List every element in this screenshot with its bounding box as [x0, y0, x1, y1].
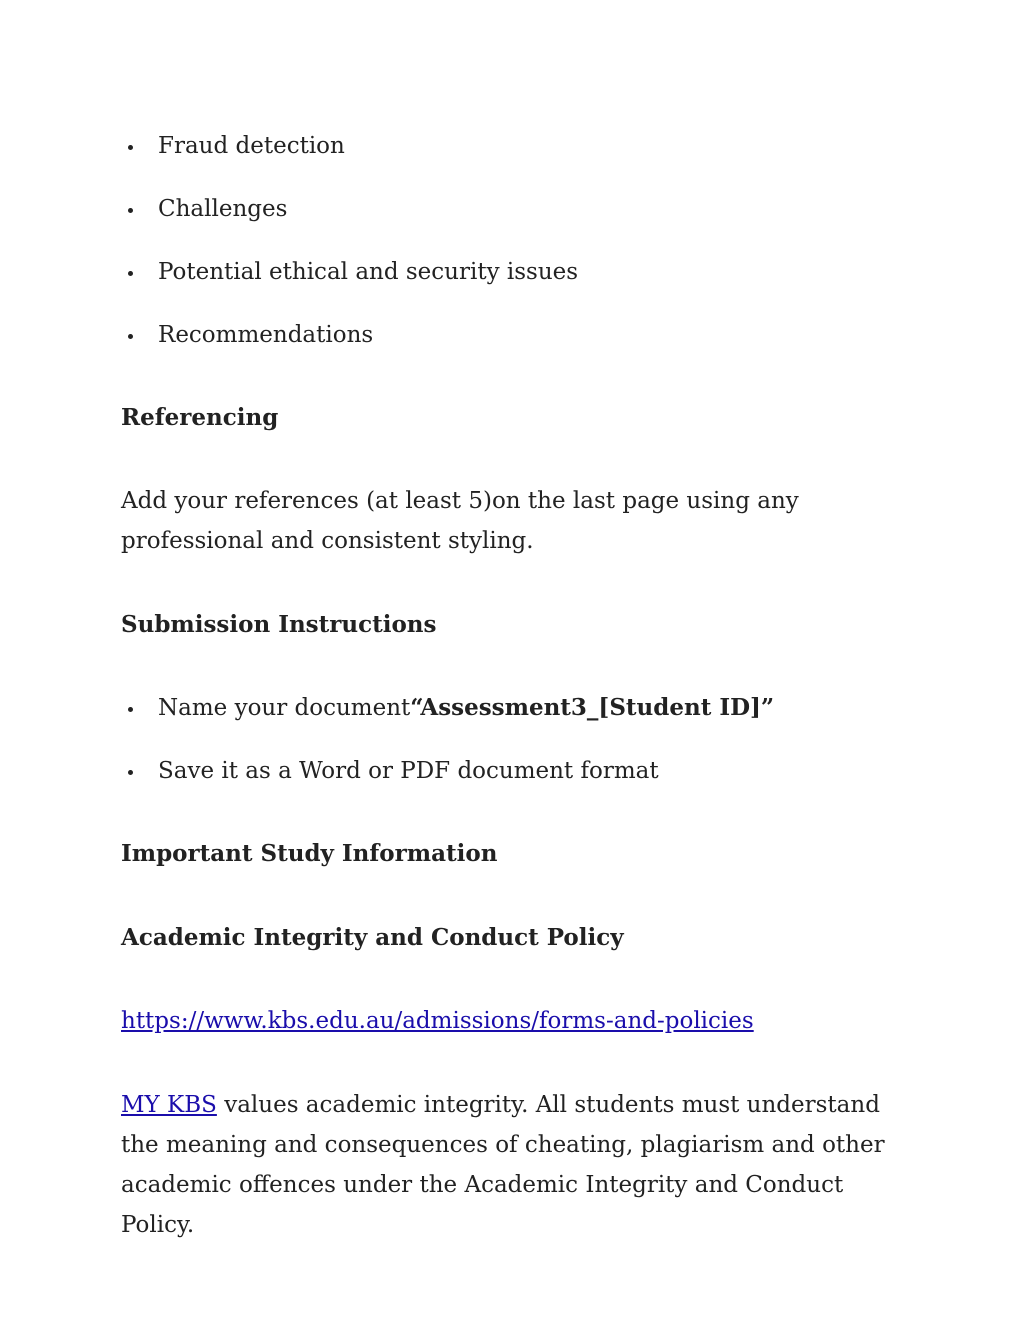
bullet-icon: [128, 770, 133, 775]
bullet-icon: [128, 334, 133, 339]
bullet-icon: [128, 208, 133, 213]
list-item-text: Fraud detection: [158, 133, 345, 159]
list-item-text: Potential ethical and security issues: [158, 259, 579, 285]
list-item: [121, 756, 774, 786]
document-name-format: “Assessment3_[Student ID]”: [410, 694, 775, 721]
integrity-paragraph: [121, 1085, 911, 1245]
policy-link[interactable]: https://www.kbs.edu.au/admissions/forms-and-policies: [121, 1008, 754, 1034]
submission-heading: Submission Instructions: [121, 611, 437, 638]
list-item-text: Recommendations: [158, 322, 374, 348]
list-item: [121, 194, 578, 224]
bullet-icon: [128, 707, 133, 712]
bullet-icon: [128, 271, 133, 276]
referencing-heading: Referencing: [121, 404, 279, 431]
list-item: [121, 131, 578, 161]
list-item-text: Save it as a Word or PDF document format: [158, 758, 659, 784]
submission-list: [121, 693, 774, 819]
integrity-body-text: values academic integrity. All students must understand the meaning and consequences of cheating, plagiarism and other academic offences under the Academic Integrity and Conduct Policy.: [121, 1092, 885, 1238]
list-item-text: Challenges: [158, 196, 288, 222]
bullet-icon: [128, 145, 133, 150]
policy-link-paragraph: [121, 1001, 911, 1041]
list-item-text: Name your document: [158, 695, 411, 721]
list-item: [121, 693, 774, 723]
referencing-text: Add your references (at least 5)on the last page using any professional and consistent styling.: [121, 488, 799, 554]
my-kbs-link[interactable]: MY KBS: [121, 1092, 217, 1118]
list-item: [121, 320, 578, 350]
topic-list: [121, 131, 578, 383]
list-item: [121, 257, 578, 287]
integrity-heading: Academic Integrity and Conduct Policy: [121, 924, 624, 951]
study-info-heading: Important Study Information: [121, 840, 498, 867]
